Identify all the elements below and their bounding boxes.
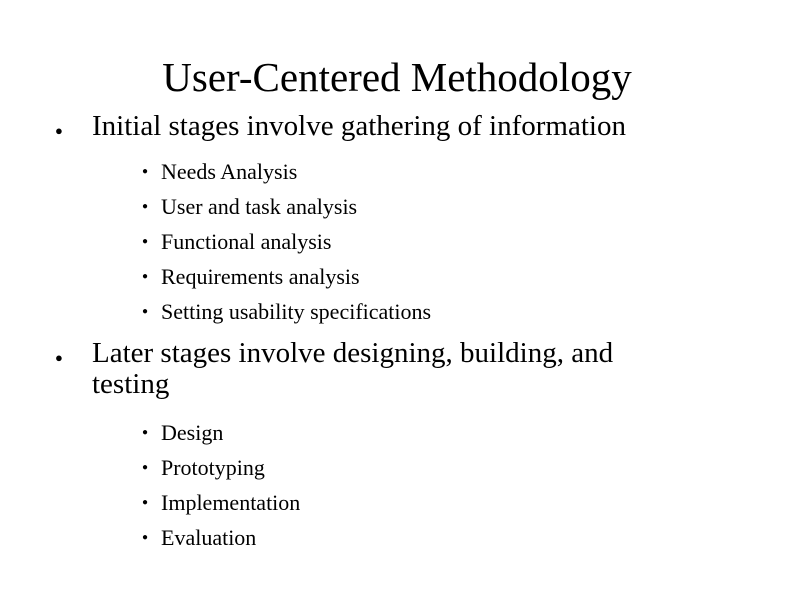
bullet-icon: ● bbox=[142, 236, 149, 247]
bullet-icon: ● bbox=[142, 271, 149, 282]
list-item: Implementation bbox=[161, 490, 301, 515]
list-item: User and task analysis bbox=[161, 194, 358, 219]
bullet-icon: ● bbox=[142, 462, 149, 473]
section-heading: Initial stages involve gathering of information bbox=[92, 110, 626, 142]
list-item: Functional analysis bbox=[161, 229, 332, 254]
list-item: Prototyping bbox=[161, 455, 265, 480]
list-item: Setting usability specifications bbox=[161, 299, 432, 324]
bullet-icon: ● bbox=[142, 427, 149, 438]
bullet-icon: ● bbox=[142, 306, 149, 317]
bullet-icon: ● bbox=[55, 350, 63, 365]
slide-title: User-Centered Methodology bbox=[162, 54, 632, 100]
bullet-icon: ● bbox=[142, 201, 149, 212]
bullet-icon: ● bbox=[55, 123, 63, 138]
list-item: Needs Analysis bbox=[161, 159, 298, 184]
bullet-icon: ● bbox=[142, 497, 149, 508]
list-item: Evaluation bbox=[161, 525, 257, 550]
list-item: Requirements analysis bbox=[161, 264, 360, 289]
bullet-icon: ● bbox=[142, 532, 149, 543]
list-item: Design bbox=[161, 420, 224, 445]
bullet-icon: ● bbox=[142, 166, 149, 177]
section-heading: Later stages involve designing, building, and testing bbox=[92, 337, 614, 400]
